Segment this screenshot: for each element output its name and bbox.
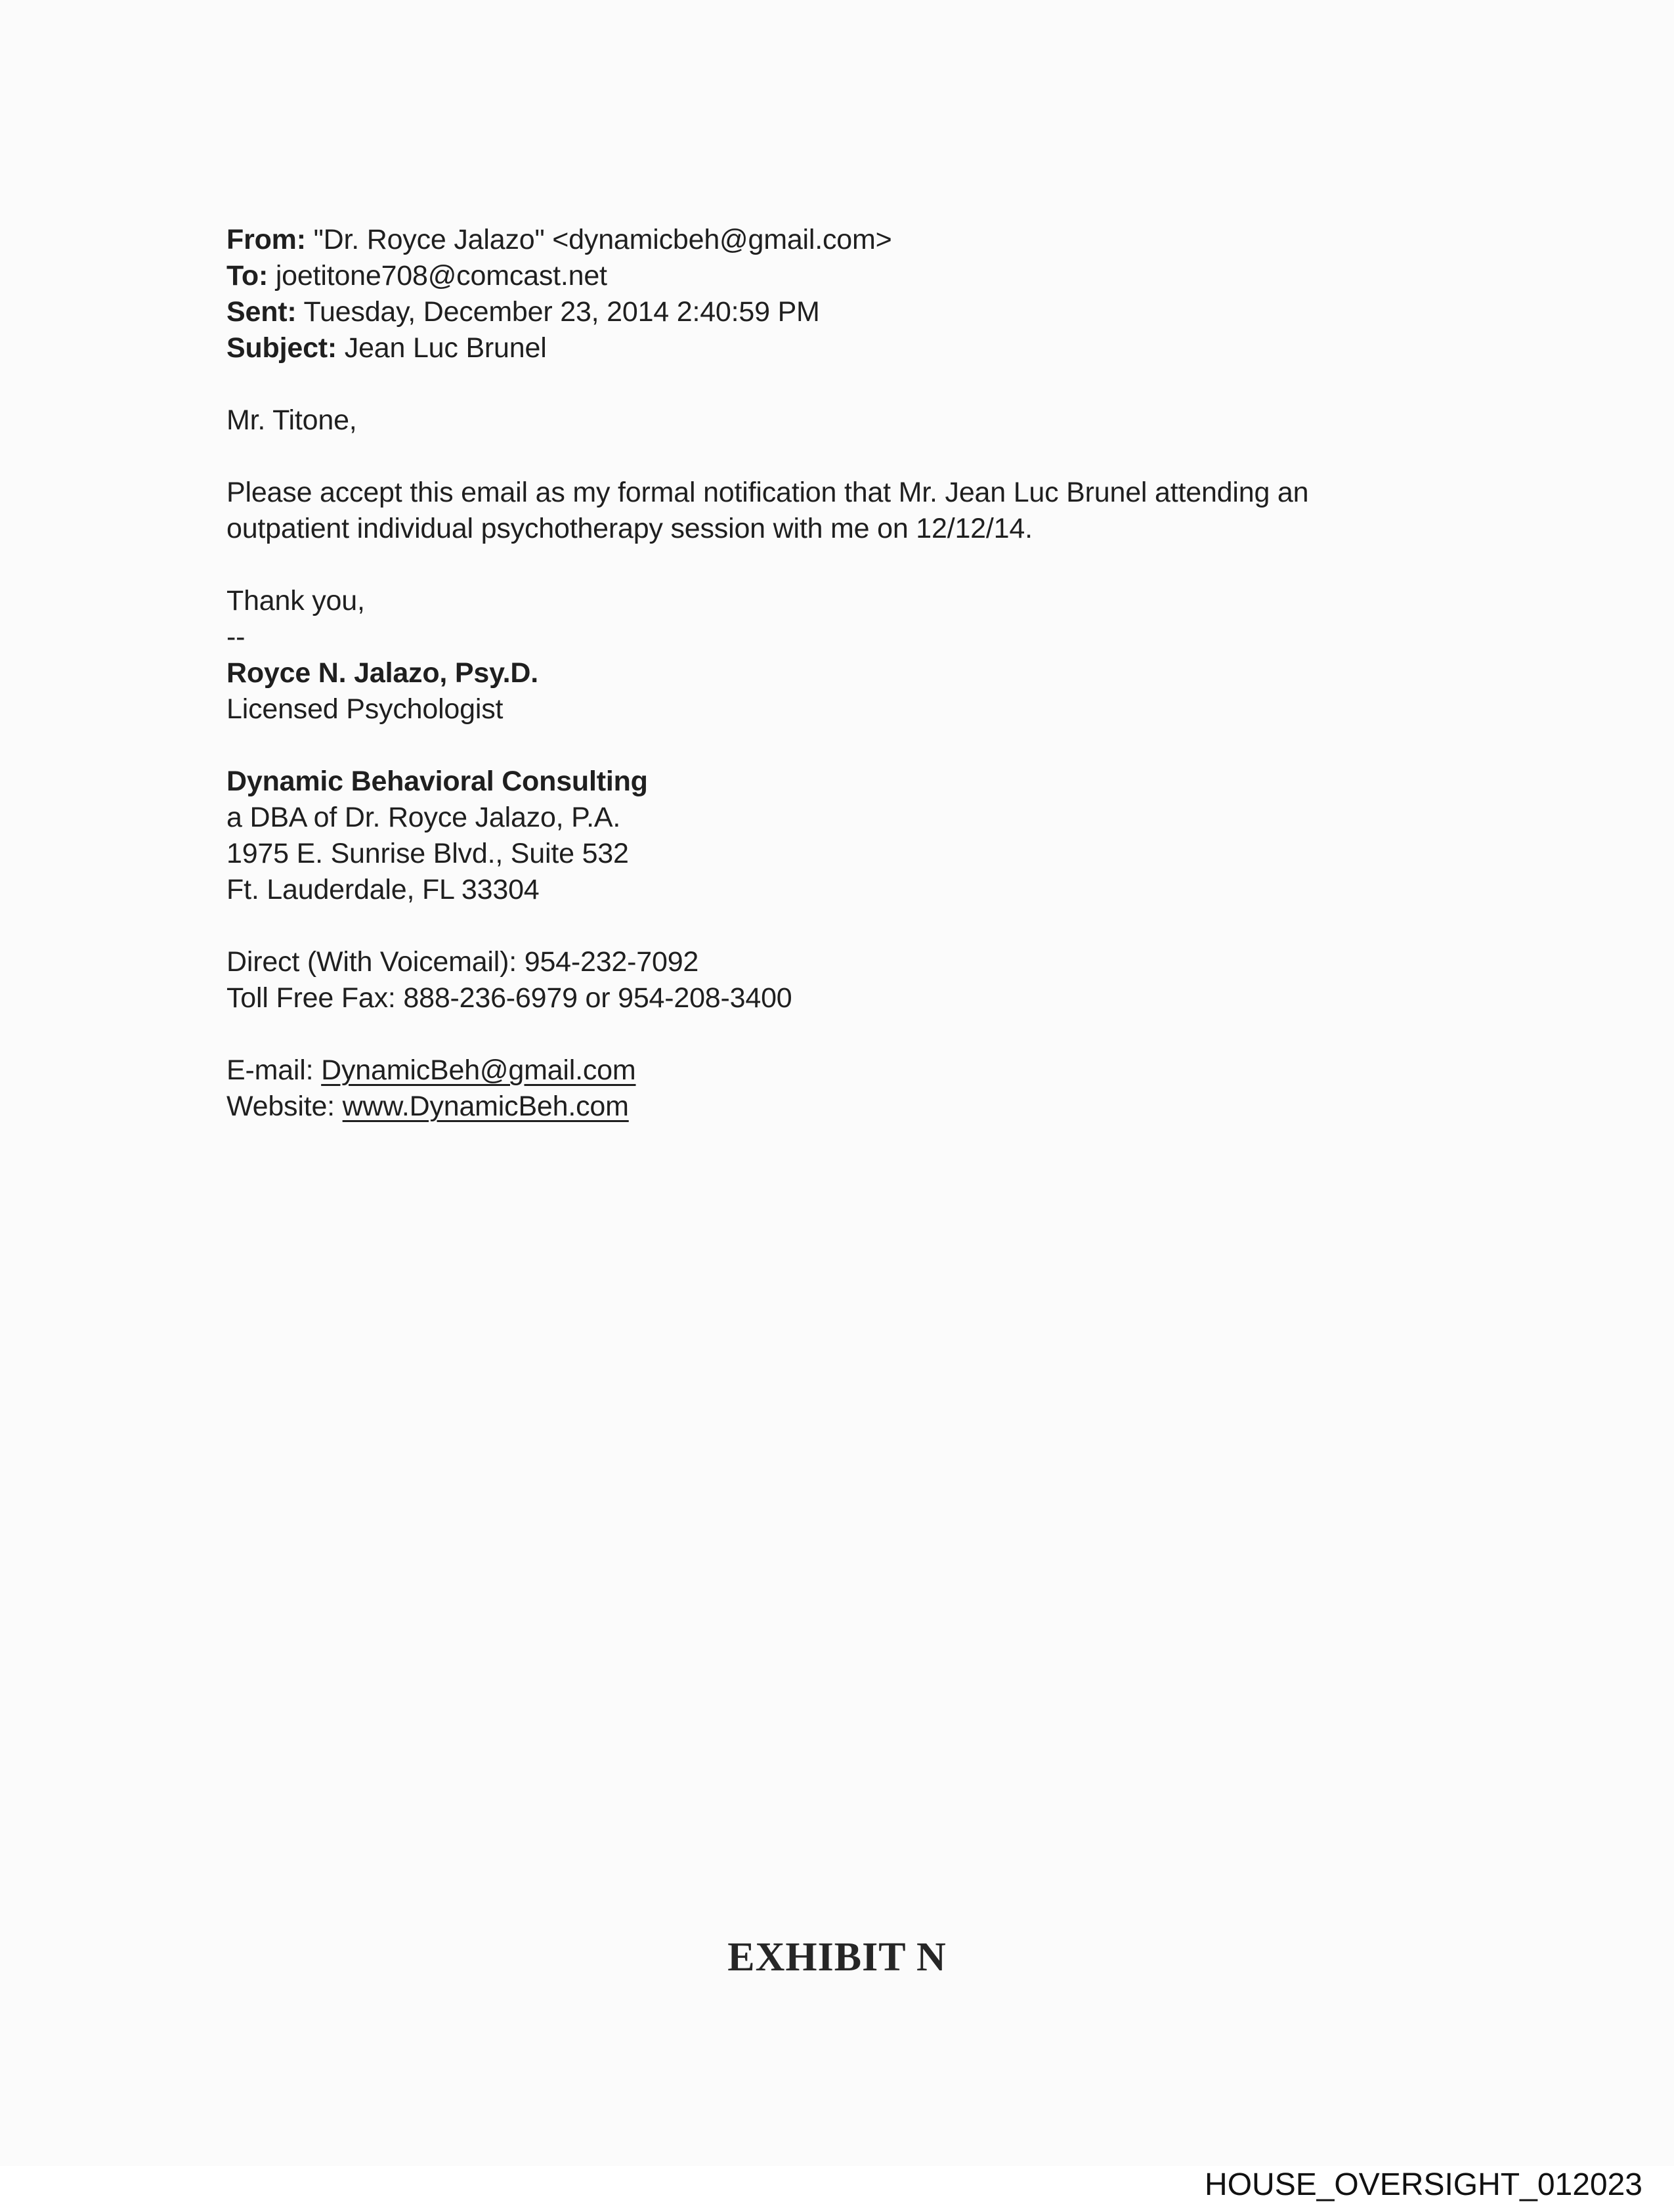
signature-website-line [226, 1089, 1474, 1125]
spacer [226, 908, 1474, 944]
spacer [226, 547, 1474, 583]
from-value: "Dr. Royce Jalazo" <dynamicbeh@gmail.com> [313, 224, 892, 255]
to-value: joetitone708@comcast.net [275, 260, 607, 292]
spacer [226, 439, 1474, 475]
body-paragraph-line-2: outpatient individual psychotherapy session with me on 12/12/14. [226, 513, 1033, 544]
spacer [226, 727, 1474, 764]
closing: Thank you, [226, 585, 365, 617]
email-header-to [226, 258, 1474, 294]
email-label: E-mail: [226, 1054, 314, 1086]
from-label: From: [226, 224, 306, 255]
spacer [226, 366, 1474, 402]
salutation: Mr. Titone, [226, 404, 357, 436]
website-label: Website: [226, 1091, 335, 1122]
email-header-subject [226, 330, 1474, 366]
email-content [226, 222, 1474, 1125]
sent-value: Tuesday, December 23, 2014 2:40:59 PM [303, 296, 820, 328]
to-label: To: [226, 260, 268, 292]
exhibit-label: EXHIBIT N [727, 1935, 947, 1980]
email-header-from [226, 222, 1474, 258]
signature-company: Dynamic Behavioral Consulting [226, 766, 648, 797]
body-paragraph-line-1: Please accept this email as my formal notification that Mr. Jean Luc Brunel attending an [226, 477, 1309, 508]
signature-dba: a DBA of Dr. Royce Jalazo, P.A. [226, 802, 621, 833]
website-link[interactable]: www.DynamicBeh.com [342, 1091, 629, 1122]
signature-title: Licensed Psychologist [226, 693, 504, 725]
spacer [226, 1016, 1474, 1052]
signature-name: Royce N. Jalazo, Psy.D. [226, 657, 538, 689]
email-header-sent [226, 294, 1474, 330]
signature-fax: Toll Free Fax: 888-236-6979 or 954-208-3400 [226, 982, 792, 1014]
subject-label: Subject: [226, 332, 337, 364]
email-address-link[interactable]: DynamicBeh@gmail.com [321, 1054, 636, 1086]
subject-value: Jean Luc Brunel [344, 332, 547, 364]
bates-stamp: HOUSE_OVERSIGHT_012023 [1205, 2167, 1642, 2202]
signature-address-line-1: 1975 E. Sunrise Blvd., Suite 532 [226, 838, 629, 869]
signature-address-line-2: Ft. Lauderdale, FL 33304 [226, 874, 540, 905]
signature-email-line [226, 1052, 1474, 1089]
signature-phone-direct: Direct (With Voicemail): 954-232-7092 [226, 946, 699, 978]
sent-label: Sent: [226, 296, 297, 328]
signature-separator: -- [226, 621, 246, 653]
